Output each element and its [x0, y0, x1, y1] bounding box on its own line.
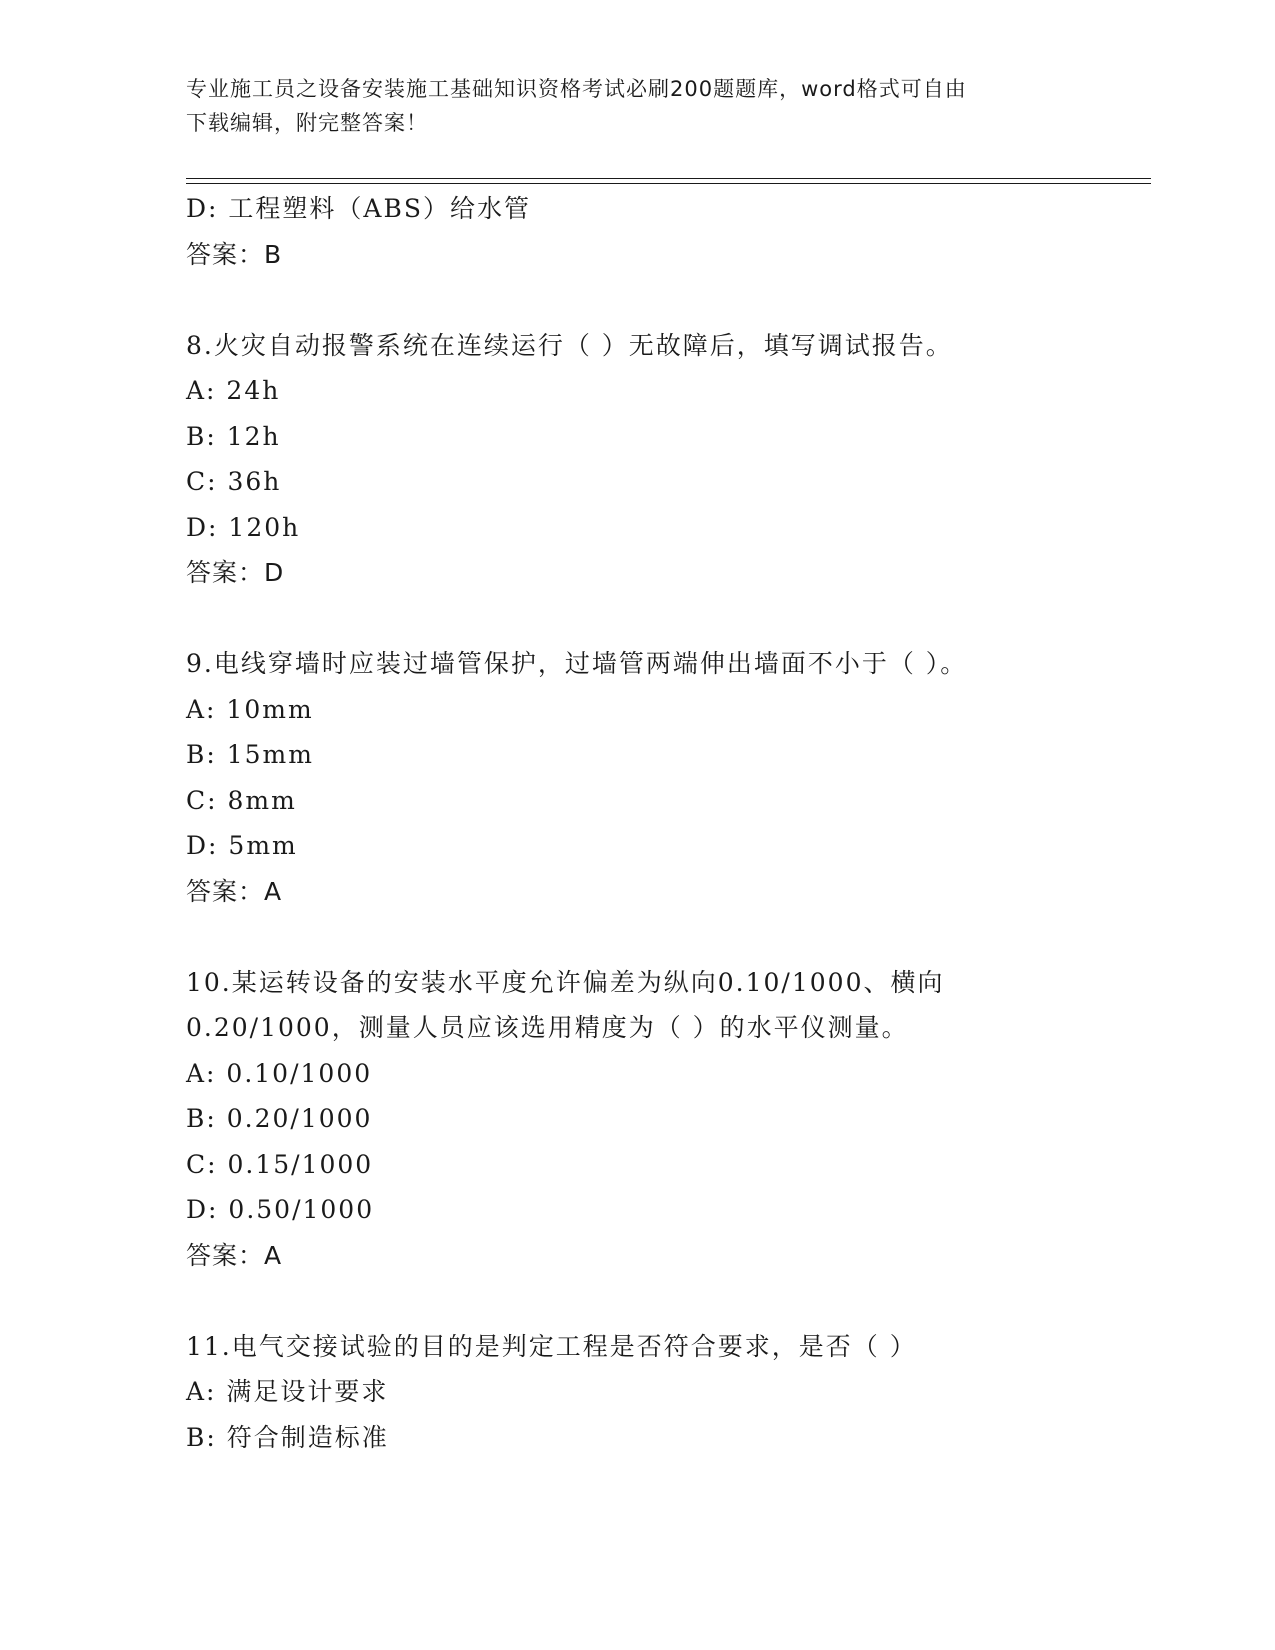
- question-9-answer: 答案：A: [186, 876, 283, 906]
- question-8-option-c: C: 36h: [186, 467, 282, 496]
- question-11-option-b: B: 符合制造标准: [186, 1422, 389, 1452]
- question-9-option-a: A: 10mm: [186, 694, 314, 724]
- question-9: [186, 641, 1151, 914]
- question-8-option-a: A: 24h: [186, 376, 281, 405]
- question-10-option-b: B: 0.20/1000: [186, 1104, 373, 1133]
- spacer: [186, 1278, 1151, 1324]
- header-divider-bottom: [186, 183, 1151, 184]
- question-11-text: 11.电气交接试验的目的是判定工程是否符合要求，是否（ ）: [186, 1331, 917, 1361]
- header-divider-top: [186, 178, 1151, 179]
- document-header: [186, 72, 1086, 140]
- question-8-option-b: B: 12h: [186, 421, 281, 451]
- question-10-text-line-2: 0.20/1000，测量人员应该选用精度为（ ）的水平仪测量。: [186, 1013, 909, 1042]
- question-9-option-d: D: 5mm: [186, 831, 298, 860]
- question-9-option-b: B: 15mm: [186, 740, 314, 769]
- spacer: [186, 914, 1151, 960]
- question-10-option-d: D: 0.50/1000: [186, 1195, 375, 1224]
- spacer: [186, 596, 1151, 642]
- question-10-option-a: A: 0.10/1000: [186, 1058, 373, 1088]
- spacer: [186, 277, 1151, 323]
- question-9-option-c: C: 8mm: [186, 785, 297, 815]
- header-title-line-1: 专业施工员之设备安装施工基础知识资格考试必刷200题题库，word格式可自由: [186, 77, 967, 101]
- question-11: [186, 1324, 1151, 1461]
- question-8-text: 8.火灾自动报警系统在连续运行（ ）无故障后，填写调试报告。: [186, 330, 953, 360]
- question-8-option-d: D: 120h: [186, 512, 301, 542]
- question-10-answer: 答案：A: [186, 1240, 283, 1270]
- question-10: [186, 960, 1151, 1279]
- question-8-answer: 答案：D: [186, 558, 285, 587]
- question-7-answer: 答案：B: [186, 239, 283, 269]
- question-8: [186, 323, 1151, 596]
- question-9-text: 9.电线穿墙时应装过墙管保护，过墙管两端伸出墙面不小于（ ）。: [186, 649, 968, 678]
- question-7-tail: [186, 186, 1151, 277]
- header-title-line-2: 下载编辑，附完整答案！: [186, 111, 428, 135]
- question-list: [186, 186, 1151, 1460]
- question-11-option-a: A: 满足设计要求: [186, 1377, 389, 1406]
- question-7-option-d: D: 工程塑料（ABS）给水管: [186, 194, 531, 223]
- question-10-text-line-1: 10.某运转设备的安装水平度允许偏差为纵向0.10/1000、横向: [186, 967, 945, 997]
- question-10-option-c: C: 0.15/1000: [186, 1149, 374, 1179]
